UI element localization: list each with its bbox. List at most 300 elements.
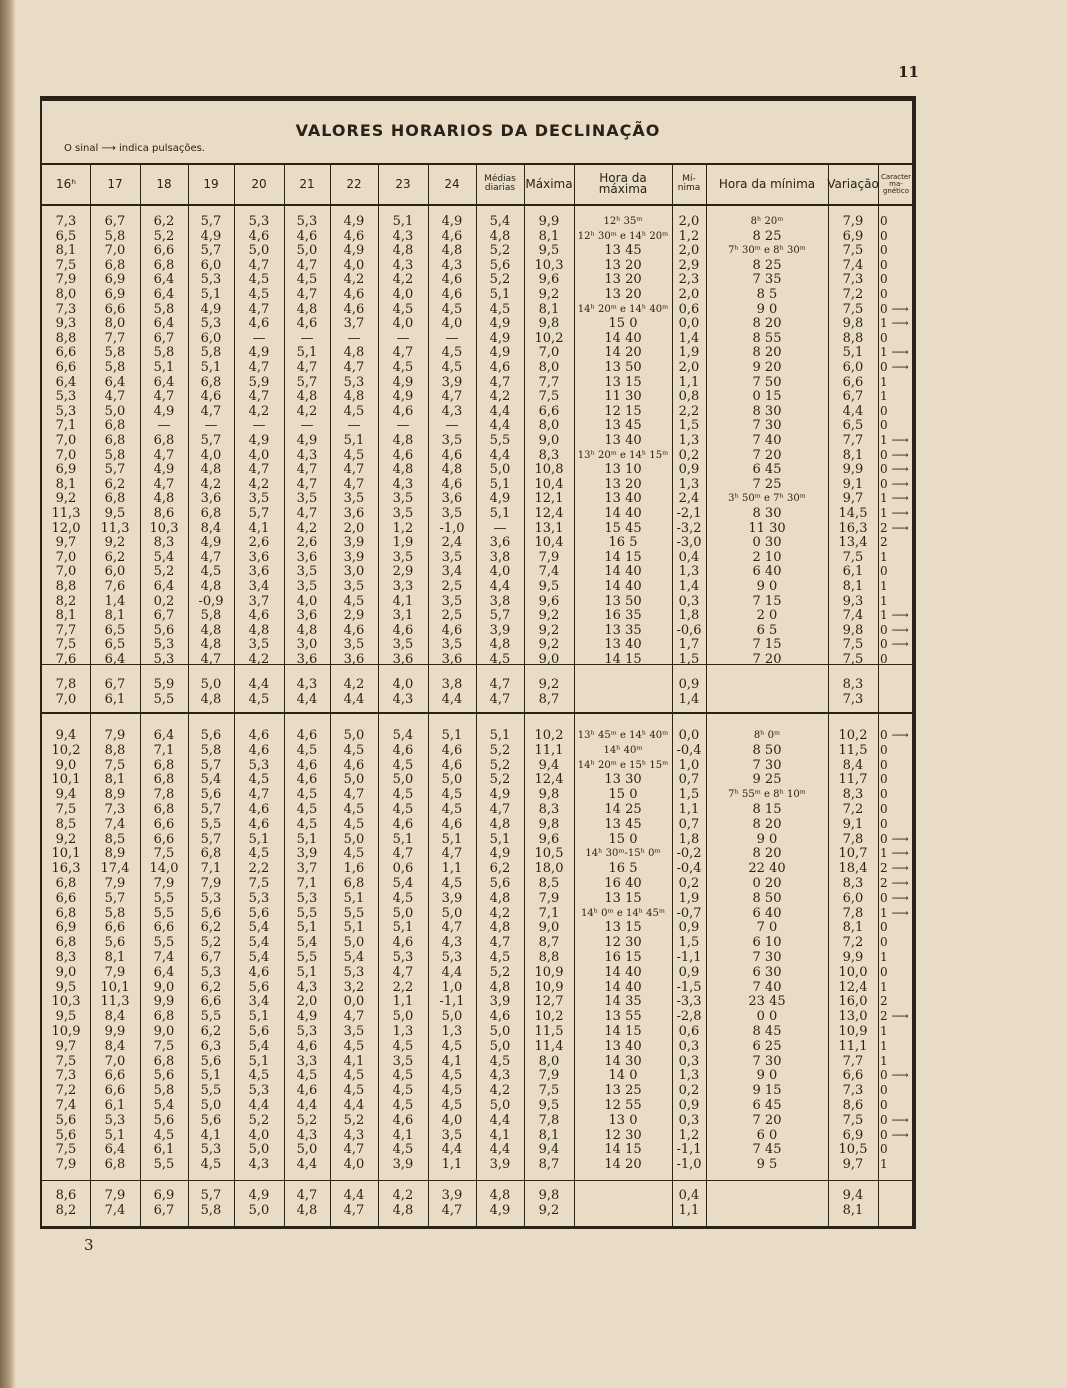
table-cell: 3,9 bbox=[343, 549, 365, 565]
table-cell: 4,2 bbox=[200, 476, 222, 492]
table-cell: 4,3 bbox=[441, 257, 463, 273]
table-cell: 14ʰ 40ᵐ bbox=[603, 744, 643, 756]
table-cell: 5,4 bbox=[392, 876, 414, 891]
table-cell: 14ʰ 20ᵐ e 15ʰ 15ᵐ bbox=[577, 759, 669, 771]
table-cell: 4,9 bbox=[441, 214, 463, 229]
table-cell: 3,5 bbox=[392, 506, 414, 521]
table-cell: 0,3 bbox=[678, 593, 700, 609]
table-cell: 4,8 bbox=[248, 622, 270, 638]
table-cell: 4,2 bbox=[392, 1188, 414, 1203]
table-cell: 7,8 bbox=[538, 1112, 560, 1128]
table-cell: 4,4 bbox=[343, 1098, 365, 1113]
table-cell: 9,9 bbox=[153, 994, 175, 1010]
table-cell: 6,6 bbox=[55, 345, 77, 361]
table-cell: 13 20 bbox=[604, 476, 642, 492]
table-cell: 4,6 bbox=[343, 622, 365, 638]
table-cell: 4,5 bbox=[296, 742, 318, 758]
table-cell: 5,6 bbox=[153, 622, 175, 638]
table-cell: 5,4 bbox=[248, 950, 270, 965]
table-cell: 3,5 bbox=[392, 491, 414, 507]
table-cell: 5,6 bbox=[248, 1024, 270, 1039]
table-cell: 4,5 bbox=[248, 272, 270, 288]
table-cell: 5,1 bbox=[441, 728, 463, 743]
table-cell: 4,8 bbox=[296, 622, 318, 638]
table-cell: 5,8 bbox=[200, 742, 222, 758]
table-cell: 3,9 bbox=[343, 535, 365, 551]
table-cell: 0 ⟶ bbox=[880, 728, 909, 742]
table-cell: 5,4 bbox=[489, 214, 511, 229]
table-cell: 4,9 bbox=[153, 462, 175, 478]
table-cell: 3,6 bbox=[441, 652, 463, 667]
table-cell: 0 bbox=[880, 652, 888, 666]
table-cell: 5,1 bbox=[104, 1127, 126, 1143]
table-cell: 5,8 bbox=[153, 301, 175, 317]
table-cell: 0,9 bbox=[678, 964, 700, 980]
table-cell: 8,4 bbox=[104, 1009, 126, 1025]
table-cell: 8 15 bbox=[752, 802, 782, 817]
table-cell: 5,6 bbox=[200, 905, 222, 921]
table-cell: 5,2 bbox=[489, 243, 511, 259]
table-cell: -1,1 bbox=[676, 1142, 702, 1158]
table-cell: 0 ⟶ bbox=[880, 462, 909, 477]
table-cell: — bbox=[396, 330, 410, 346]
table-cell: 7 40 bbox=[752, 979, 782, 995]
table-cell: 9,1 bbox=[842, 816, 864, 832]
table-cell: 5,3 bbox=[296, 214, 318, 229]
table-cell: 7,9 bbox=[55, 1157, 77, 1173]
table-cell: 6,8 bbox=[153, 257, 175, 273]
table-cell: 1,2 bbox=[678, 228, 700, 244]
table-cell: 4,6 bbox=[392, 1112, 414, 1128]
table-cell: 5,3 bbox=[55, 403, 77, 419]
table-cell: 7,9 bbox=[842, 214, 864, 229]
table-cell: 9,4 bbox=[55, 787, 77, 803]
table-row bbox=[40, 965, 916, 980]
table-cell: 4,4 bbox=[489, 1112, 511, 1128]
table-cell: 6,5 bbox=[842, 418, 864, 434]
table-cell: 3,1 bbox=[392, 608, 414, 624]
table-cell: 0 ⟶ bbox=[880, 447, 909, 462]
table-cell: 3,9 bbox=[489, 994, 511, 1010]
table-cell: 4,7 bbox=[343, 787, 365, 803]
table-cell: 6,4 bbox=[104, 374, 126, 390]
table-cell: 0 ⟶ bbox=[880, 831, 909, 846]
table-cell: 4,3 bbox=[441, 403, 463, 419]
table-cell: 4,1 bbox=[441, 1053, 463, 1069]
table-cell: 4,3 bbox=[343, 1127, 365, 1143]
table-cell: 8,1 bbox=[104, 772, 126, 788]
table-cell: 7,5 bbox=[55, 1142, 77, 1158]
table-cell: 6 0 bbox=[756, 1127, 778, 1143]
table-cell: 4,7 bbox=[296, 257, 318, 273]
table-cell: 13 40 bbox=[604, 637, 642, 653]
table-cell: 4,8 bbox=[392, 1203, 414, 1218]
table-cell: 7,1 bbox=[296, 876, 318, 891]
table-cell: 4,7 bbox=[441, 389, 463, 405]
table-cell: 1,1 bbox=[441, 1157, 463, 1173]
table-cell: 16,0 bbox=[838, 994, 868, 1010]
table-cell: 5,6 bbox=[55, 1127, 77, 1143]
table-cell: 4,9 bbox=[200, 228, 222, 244]
table-cell: 10,5 bbox=[838, 1142, 868, 1158]
table-cell: 5,0 bbox=[392, 772, 414, 788]
table-cell: 4,3 bbox=[296, 1127, 318, 1143]
table-cell: 13 15 bbox=[604, 920, 642, 936]
table-cell: -2,8 bbox=[676, 1009, 702, 1025]
table-cell: 5,4 bbox=[248, 935, 270, 951]
table-cell: 2 bbox=[880, 994, 888, 1009]
table-cell: 9 0 bbox=[756, 579, 778, 594]
table-cell: 1 ⟶ bbox=[880, 506, 909, 520]
table-cell: 4,6 bbox=[296, 1038, 318, 1054]
table-cell: 6,8 bbox=[55, 935, 77, 951]
table-cell: 1,1 bbox=[392, 994, 414, 1010]
table-row bbox=[40, 331, 916, 346]
table-cell: 14ʰ 30ᵐ-15ʰ 0ᵐ bbox=[585, 848, 661, 860]
table-cell: 0,3 bbox=[678, 1038, 700, 1054]
table-cell: 5,3 bbox=[296, 1024, 318, 1039]
table-row bbox=[40, 594, 916, 609]
table-cell: 8,8 bbox=[55, 579, 77, 594]
table-cell: 9,0 bbox=[538, 920, 560, 936]
table-row bbox=[40, 728, 916, 743]
table-cell: 8,1 bbox=[55, 476, 77, 492]
table-cell: 9,5 bbox=[55, 1009, 77, 1025]
table-cell: 3,5 bbox=[441, 637, 463, 653]
table-cell: 0 ⟶ bbox=[880, 1127, 909, 1142]
table-cell: 7,0 bbox=[55, 433, 77, 448]
table-cell: 14 35 bbox=[604, 994, 642, 1010]
table-cell: 16,3 bbox=[838, 520, 868, 536]
table-cell: 2,6 bbox=[248, 535, 270, 551]
table-cell: 4,1 bbox=[392, 1127, 414, 1143]
table-cell: 4,8 bbox=[200, 622, 222, 638]
table-cell: 2 bbox=[880, 535, 888, 550]
table-cell: 8,1 bbox=[55, 243, 77, 259]
column-header: 19 bbox=[203, 176, 219, 191]
table-row bbox=[40, 1024, 916, 1039]
table-cell: 4,4 bbox=[343, 692, 365, 707]
table-cell: 4,9 bbox=[343, 214, 365, 229]
table-cell: 6,8 bbox=[104, 257, 126, 273]
table-cell: 0,2 bbox=[678, 876, 700, 891]
table-cell: 12 30 bbox=[604, 1127, 642, 1143]
table-cell: 8,4 bbox=[200, 520, 222, 536]
table-cell: 5,3 bbox=[153, 652, 175, 667]
table-cell: 6,7 bbox=[842, 389, 864, 405]
table-cell: 0 bbox=[880, 787, 888, 802]
column-header: 17 bbox=[107, 176, 123, 191]
table-cell: 4,6 bbox=[248, 964, 270, 980]
table-cell: 6,6 bbox=[538, 403, 560, 419]
table-cell: 4,8 bbox=[200, 462, 222, 478]
table-cell: 5,5 bbox=[153, 692, 175, 707]
table-cell: 3,2 bbox=[343, 979, 365, 995]
table-cell: 5,6 bbox=[200, 1053, 222, 1069]
table-cell: — bbox=[445, 418, 459, 434]
table-cell: 5,7 bbox=[200, 243, 222, 259]
table-cell: 6,1 bbox=[104, 1098, 126, 1113]
table-cell: 4,7 bbox=[248, 360, 270, 375]
table-cell: 6,4 bbox=[153, 728, 175, 743]
table-cell: 0,3 bbox=[678, 1053, 700, 1069]
table-cell: 5,2 bbox=[296, 1112, 318, 1128]
table-cell bbox=[878, 1188, 914, 1203]
table-cell: 5,1 bbox=[296, 920, 318, 936]
table-cell: 6,8 bbox=[200, 846, 222, 862]
table-cell: 4,0 bbox=[392, 316, 414, 332]
table-cell: 8,1 bbox=[842, 447, 864, 463]
table-cell: 9,4 bbox=[538, 1142, 560, 1158]
table-cell: 13 45 bbox=[604, 418, 642, 434]
table-cell: 6,7 bbox=[200, 950, 222, 965]
table-cell: 1 bbox=[880, 593, 888, 608]
table-cell: 9,5 bbox=[538, 1098, 560, 1113]
table-cell: 0 bbox=[880, 964, 888, 979]
table-cell: 16 35 bbox=[604, 608, 642, 624]
table-cell: 9 0 bbox=[756, 1068, 778, 1084]
table-cell: 1 ⟶ bbox=[880, 491, 909, 506]
table-cell: 5,4 bbox=[248, 920, 270, 936]
table-row bbox=[40, 229, 916, 244]
table-cell: 5,2 bbox=[153, 564, 175, 580]
table-cell: 1 ⟶ bbox=[880, 608, 909, 623]
table-row bbox=[40, 743, 916, 758]
table-cell: 7,9 bbox=[104, 964, 126, 980]
table-cell: 6,7 bbox=[104, 214, 126, 229]
table-cell: 4,8 bbox=[489, 979, 511, 995]
table-cell: 5,8 bbox=[104, 345, 126, 361]
table-cell: 4,6 bbox=[392, 403, 414, 419]
table-cell: 1 bbox=[880, 950, 888, 964]
table-cell: 4,5 bbox=[441, 1098, 463, 1113]
table-cell: 4,9 bbox=[489, 1203, 511, 1218]
table-cell: 0 bbox=[880, 330, 888, 345]
table-cell: 5,5 bbox=[153, 935, 175, 951]
table-cell: 5,1 bbox=[489, 476, 511, 492]
table-cell: 0 ⟶ bbox=[880, 1068, 909, 1083]
column-header: 23 bbox=[395, 176, 411, 191]
table-cell: — bbox=[347, 418, 361, 434]
table-cell: 2,0 bbox=[343, 520, 365, 536]
table-cell: 8,6 bbox=[55, 1188, 77, 1203]
table-cell: 5,3 bbox=[343, 964, 365, 980]
table-cell: 3,5 bbox=[392, 1053, 414, 1069]
table-cell: 3,6 bbox=[296, 608, 318, 624]
table-cell: 3,6 bbox=[392, 652, 414, 667]
table-cell: 3,5 bbox=[343, 1024, 365, 1039]
table-cell: 4,0 bbox=[392, 287, 414, 302]
table-cell: 4,6 bbox=[296, 1083, 318, 1099]
table-cell: 5,9 bbox=[153, 677, 175, 692]
table-cell: 4,7 bbox=[248, 462, 270, 478]
table-cell: 9,8 bbox=[538, 787, 560, 803]
table-cell: 4,6 bbox=[441, 816, 463, 832]
table-cell: 1 ⟶ bbox=[880, 905, 909, 920]
table-cell: 2,9 bbox=[678, 257, 700, 273]
table-cell: 3,5 bbox=[248, 637, 270, 653]
table-cell: 0 bbox=[880, 772, 888, 787]
table-row bbox=[40, 564, 916, 579]
table-cell: 6,7 bbox=[153, 608, 175, 624]
table-row bbox=[40, 258, 916, 273]
table-cell: 7 0 bbox=[756, 920, 778, 936]
table-cell: 6,6 bbox=[104, 1068, 126, 1084]
table-row bbox=[40, 758, 916, 773]
table-cell: 3,5 bbox=[392, 549, 414, 565]
table-cell: 4,5 bbox=[343, 593, 365, 609]
table-row bbox=[40, 935, 916, 950]
table-cell: 4,7 bbox=[248, 389, 270, 405]
table-cell: 5,2 bbox=[489, 742, 511, 758]
table-cell: 4,5 bbox=[296, 1068, 318, 1084]
table-cell: 10,5 bbox=[534, 846, 564, 862]
table-cell: 4,8 bbox=[489, 816, 511, 832]
table-cell: 5,0 bbox=[489, 1098, 511, 1113]
table-cell: 5,5 bbox=[343, 905, 365, 921]
table-cell: 10,1 bbox=[100, 979, 130, 995]
table-cell: 7,4 bbox=[842, 257, 864, 273]
table-cell: 13 20 bbox=[604, 257, 642, 273]
table-cell: 8,0 bbox=[55, 287, 77, 302]
table-cell: 6,8 bbox=[153, 802, 175, 817]
table-cell: 7,0 bbox=[55, 692, 77, 707]
table-cell: 5,6 bbox=[55, 1112, 77, 1128]
table-cell: 5,5 bbox=[296, 905, 318, 921]
table-cell: 7,0 bbox=[104, 1053, 126, 1069]
table-cell: 4,5 bbox=[248, 846, 270, 862]
table-cell: 9,0 bbox=[153, 979, 175, 995]
table-cell: 12,4 bbox=[534, 772, 564, 788]
table-cell: 8 55 bbox=[752, 330, 782, 346]
table-cell: 11,1 bbox=[838, 1038, 868, 1054]
table-cell: 0,4 bbox=[678, 549, 700, 565]
table-cell: 7,0 bbox=[55, 549, 77, 565]
table-cell: 4,2 bbox=[248, 476, 270, 492]
table-cell: 1 bbox=[880, 389, 888, 404]
table-cell: — bbox=[300, 330, 314, 346]
table-cell: 7,1 bbox=[538, 905, 560, 921]
table-cell: 0 bbox=[880, 272, 888, 287]
table-cell: 4,5 bbox=[343, 403, 365, 419]
table-cell: 4,5 bbox=[441, 1083, 463, 1099]
table-cell: 4,4 bbox=[489, 418, 511, 434]
table-cell: 6,2 bbox=[489, 861, 511, 877]
table-cell: 4,5 bbox=[343, 1068, 365, 1084]
table-cell: 4,5 bbox=[489, 950, 511, 965]
table-cell: 8,9 bbox=[104, 787, 126, 803]
table-cell: 3,0 bbox=[296, 637, 318, 653]
table-cell: 4,2 bbox=[392, 272, 414, 288]
table-cell: 9,0 bbox=[55, 964, 77, 980]
table-cell: 5,1 bbox=[200, 1068, 222, 1084]
table-cell: 4,7 bbox=[248, 787, 270, 803]
table-cell: 3,6 bbox=[248, 549, 270, 565]
table-cell: 6 5 bbox=[756, 622, 778, 638]
table-row bbox=[40, 477, 916, 492]
table-cell: 5,3 bbox=[55, 389, 77, 405]
table-cell: 9,2 bbox=[538, 622, 560, 638]
table-cell: 6,3 bbox=[200, 1038, 222, 1054]
table-cell: 6 40 bbox=[752, 564, 782, 580]
table-cell: 9,2 bbox=[538, 637, 560, 653]
table-cell: 5,1 bbox=[343, 433, 365, 448]
table-cell: 4,5 bbox=[441, 1038, 463, 1054]
table-cell: 4,8 bbox=[200, 579, 222, 594]
table-cell: 4,4 bbox=[441, 964, 463, 980]
table-cell: 4,8 bbox=[392, 462, 414, 478]
table-cell: 1,0 bbox=[678, 757, 700, 773]
table-cell: 2 ⟶ bbox=[880, 520, 909, 535]
table-cell: 8,1 bbox=[55, 608, 77, 624]
table-cell: 0 ⟶ bbox=[880, 637, 909, 652]
table-cell: 0,2 bbox=[153, 593, 175, 609]
table-cell: 5,1 bbox=[343, 890, 365, 906]
table-cell: 5,3 bbox=[153, 637, 175, 653]
column-header: 21 bbox=[299, 176, 315, 191]
table-cell: 4,8 bbox=[200, 692, 222, 707]
table-cell: -2,1 bbox=[676, 506, 702, 521]
table-cell: 8,9 bbox=[104, 846, 126, 862]
table-cell: 9,9 bbox=[842, 950, 864, 965]
table-row bbox=[40, 345, 916, 360]
table-cell: 4,5 bbox=[392, 1142, 414, 1158]
table-cell: 3,6 bbox=[200, 491, 222, 507]
table-cell: 8,2 bbox=[55, 593, 77, 609]
table-cell: 5,1 bbox=[248, 1053, 270, 1069]
column-header: Variação bbox=[827, 176, 879, 191]
table-cell: 4,9 bbox=[392, 374, 414, 390]
table-cell: 5,3 bbox=[441, 950, 463, 965]
table-cell: 0 bbox=[880, 1098, 888, 1112]
table-cell: 4,2 bbox=[248, 652, 270, 667]
table-cell: 5,4 bbox=[296, 935, 318, 951]
table-cell: 6,2 bbox=[200, 1024, 222, 1039]
table-cell: 4,5 bbox=[296, 802, 318, 817]
table-cell: 6,4 bbox=[153, 272, 175, 288]
table-cell: 5,4 bbox=[153, 1098, 175, 1113]
table-row bbox=[40, 787, 916, 802]
table-cell: -3,2 bbox=[676, 520, 702, 536]
table-cell: 8 25 bbox=[752, 228, 782, 244]
table-cell: 4,3 bbox=[392, 692, 414, 707]
table-row bbox=[40, 287, 916, 302]
table-cell: 9,8 bbox=[538, 1188, 560, 1203]
table-cell: 13 40 bbox=[604, 1038, 642, 1054]
table-cell: 1,9 bbox=[392, 535, 414, 551]
table-cell: 4,4 bbox=[489, 579, 511, 594]
table-cell: 4,7 bbox=[296, 287, 318, 302]
table-cell: 6,8 bbox=[200, 374, 222, 390]
table-cell: 1,1 bbox=[441, 861, 463, 877]
table-cell: 1 bbox=[880, 1024, 888, 1038]
table-cell: 5,5 bbox=[296, 950, 318, 965]
table-cell: 9,4 bbox=[55, 728, 77, 743]
table-cell: 9,5 bbox=[104, 506, 126, 521]
table-cell: 3,5 bbox=[343, 637, 365, 653]
table-cell: 10,2 bbox=[838, 728, 868, 743]
table-cell bbox=[574, 1188, 672, 1203]
table-cell: 4,8 bbox=[296, 301, 318, 317]
table-cell: 8,1 bbox=[104, 950, 126, 965]
table-cell: 7,7 bbox=[842, 433, 864, 448]
table-cell: 1,3 bbox=[678, 564, 700, 580]
table-cell: 2,2 bbox=[678, 403, 700, 419]
table-cell: 4,8 bbox=[489, 637, 511, 653]
table-cell: 9,7 bbox=[55, 535, 77, 551]
table-cell: 1 ⟶ bbox=[880, 433, 909, 447]
table-cell: 10,9 bbox=[838, 1024, 868, 1039]
